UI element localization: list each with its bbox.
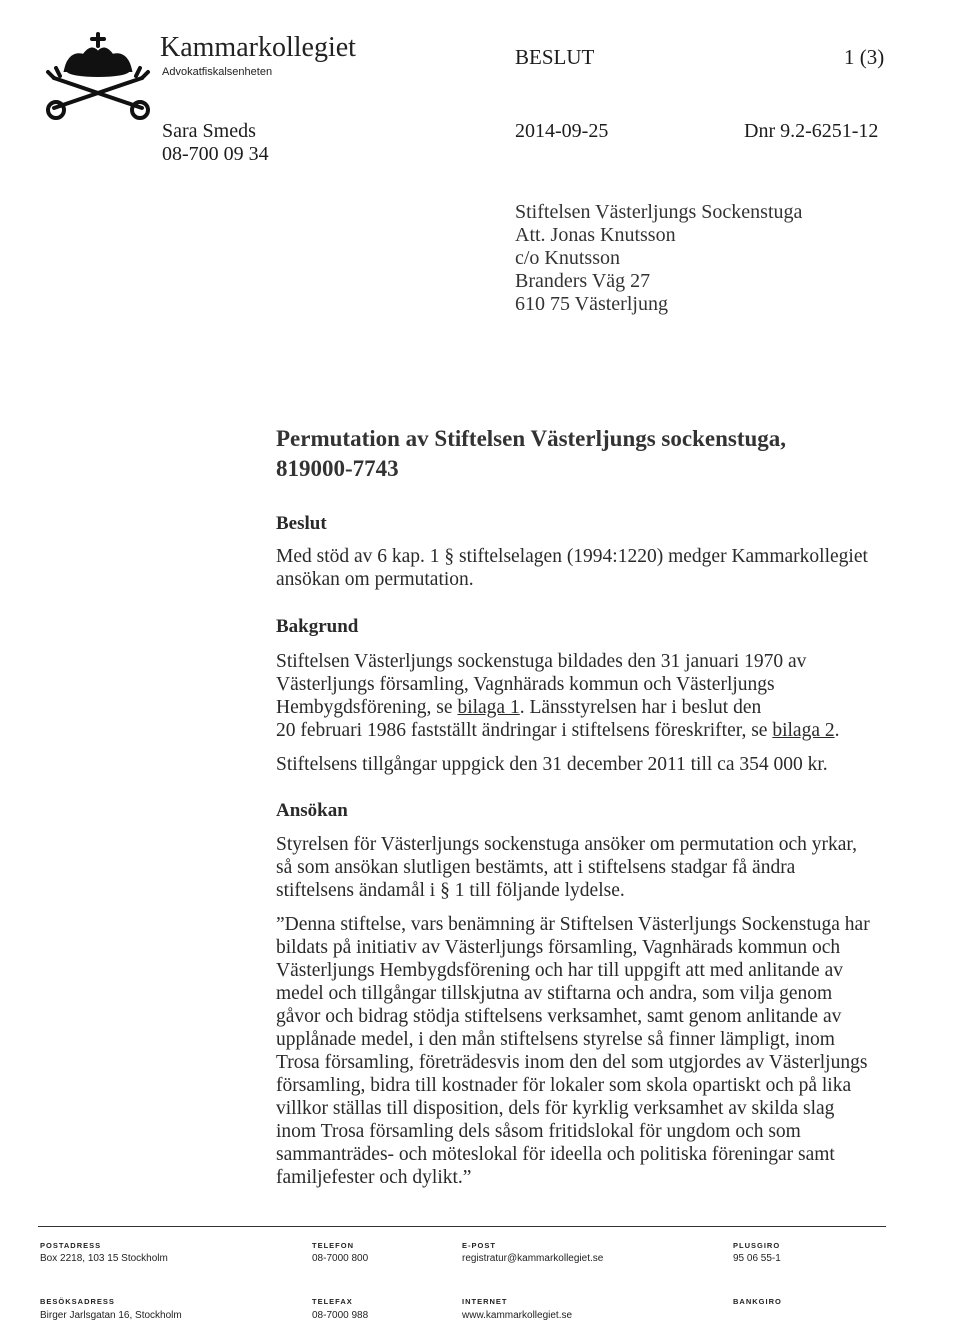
footer-label-telefax: TELEFAX: [312, 1297, 353, 1306]
footer-value-plusgiro: 95 06 55-1: [733, 1253, 781, 1264]
recipient-line: 610 75 Västerljung: [515, 293, 668, 315]
footer-label-plusgiro: PLUSGIRO: [733, 1241, 781, 1250]
text-line: Trosa församling, företrädesvis inom den del som utgjordes av Västerljungs: [276, 1052, 868, 1073]
text-line: [276, 696, 906, 719]
sender-phone: 08-700 09 34: [162, 143, 269, 165]
heading-beslut: Beslut: [276, 513, 327, 534]
footer-label-epost: E-POST: [462, 1241, 496, 1250]
text-segment: 20 februari 1986 fastställt ändringar i stiftelsens föreskrifter, se: [276, 720, 773, 741]
text-line: villkor ställas till disposition, dels för kyrklig verksamhet av skilda slag: [276, 1098, 835, 1119]
footer-value-epost[interactable]: registratur@kammarkollegiet.se: [462, 1253, 604, 1264]
text-line: familjefester och dylikt.”: [276, 1167, 472, 1188]
footer-label-postadress: POSTADRESS: [40, 1241, 102, 1250]
kammarkollegiet-logo: [36, 30, 156, 120]
footer-label-besoksadress: BESÖKSADRESS: [40, 1297, 115, 1306]
text-segment: .: [834, 720, 840, 741]
text-line: medel och tillgångar tillskjutna av stiftarna och andra, som vilja genom: [276, 983, 833, 1004]
footer-label-internet: INTERNET: [462, 1297, 508, 1306]
page-number: 1 (3): [844, 45, 885, 69]
org-name: Kammarkollegiet: [160, 32, 356, 63]
text-segment: Hembygdsförening, se: [276, 697, 458, 718]
text-line: [276, 719, 906, 742]
text-line: Med stöd av 6 kap. 1 § stiftelselagen (1994:1220) medger Kammarkollegiet: [276, 546, 868, 567]
text-line: gåvor och bidrag stödja stiftelsens verksamhet, samt genom anlitande av: [276, 1006, 842, 1027]
recipient-line: c/o Knutsson: [515, 247, 620, 269]
footer-value-besoksadress: Birger Jarlsgatan 16, Stockholm: [40, 1310, 182, 1321]
text-segment: . Länsstyrelsen har i beslut den: [519, 697, 762, 718]
text-line: Stiftelsens tillgångar uppgick den 31 december 2011 till ca 354 000 kr.: [276, 754, 828, 775]
recipient-line: Branders Väg 27: [515, 270, 651, 292]
text-line: stiftelsens ändamål i § 1 till följande lydelse.: [276, 880, 625, 901]
org-subtitle: Advokatfiskalsenheten: [162, 66, 273, 78]
footer-divider: [38, 1226, 886, 1227]
bilaga-2-link[interactable]: bilaga 2: [772, 720, 835, 741]
footer-label-bankgiro: BANKGIRO: [733, 1297, 782, 1306]
text-line: inom Trosa församling dels såsom fritidslokal för ungdom och som: [276, 1121, 801, 1142]
document-title: [276, 424, 786, 484]
footer-value-telefax: 08-7000 988: [312, 1310, 369, 1321]
footer-value-postadress: Box 2218, 103 15 Stockholm: [40, 1253, 168, 1264]
sender-name: Sara Smeds: [162, 120, 256, 142]
decision-date: 2014-09-25: [515, 120, 609, 142]
text-line: Västerljungs församling, Vagnhärads kommun och Västerljungs: [276, 674, 775, 695]
heading-bakgrund: Bakgrund: [276, 616, 359, 637]
footer-label-telefon: TELEFON: [312, 1241, 354, 1250]
text-line: ”Denna stiftelse, vars benämning är Stiftelsen Västerljungs Sockenstuga har: [276, 914, 870, 935]
assets-text: [276, 753, 906, 776]
beslut-text: [276, 545, 906, 591]
case-number: Dnr 9.2-6251-12: [744, 120, 879, 142]
text-line: ansökan om permutation.: [276, 569, 474, 590]
text-line: Styrelsen för Västerljungs sockenstuga ansöker om permutation och yrkar,: [276, 834, 858, 855]
document-type: BESLUT: [515, 45, 595, 69]
text-line: Stiftelsen Västerljungs sockenstuga bildades den 31 januari 1970 av: [276, 651, 807, 672]
crown-keys-icon: [36, 30, 156, 120]
heading-ansokan: Ansökan: [276, 800, 348, 821]
bilaga-1-link[interactable]: bilaga 1: [457, 697, 520, 718]
footer-value-internet[interactable]: www.kammarkollegiet.se: [462, 1310, 573, 1321]
text-line: upplånade medel, i den mån stiftelsens styrelse så finner lämpligt, inom: [276, 1029, 835, 1050]
recipient-line: Att. Jonas Knutsson: [515, 224, 676, 246]
recipient-line: Stiftelsen Västerljungs Sockenstuga: [515, 201, 803, 223]
text-line: sammanträdes- och möteslokal för ideella och politiska föreningar samt: [276, 1144, 835, 1165]
title-line: 819000-7743: [276, 456, 399, 481]
quoted-statute: [276, 913, 906, 1189]
footer-value-telefon: 08-7000 800: [312, 1253, 369, 1264]
text-line: bildats på initiativ av Västerljungs församling, Vagnhärads kommun och: [276, 937, 841, 958]
text-line: så som ansökan slutligen bestämts, att i stiftelsens stadgar få ändra: [276, 857, 796, 878]
title-line: Permutation av Stiftelsen Västerljungs sockenstuga,: [276, 426, 787, 451]
ansokan-text: [276, 833, 906, 902]
text-line: församling, bidra till kostnader för lokaler som skola opartiskt och på lika: [276, 1075, 852, 1096]
text-line: Västerljungs Hembygdsförening och har till uppgift att med anlitande av: [276, 960, 843, 981]
recipient-address: [515, 201, 802, 316]
bakgrund-text: [276, 650, 906, 742]
